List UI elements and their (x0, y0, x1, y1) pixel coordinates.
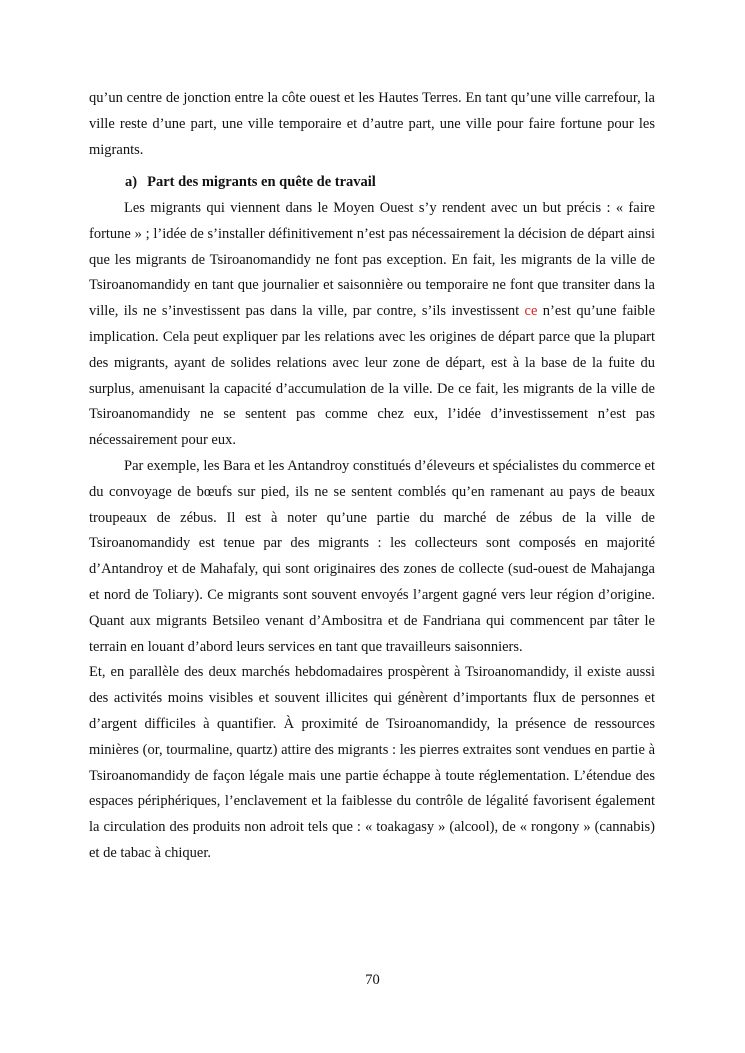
paragraph-illicit-activities: Et, en parallèle des deux marchés hebdomadaires prospèrent à Tsiroanomandidy, il existe aussi des activités moins visibles et souvent illicites qui génèrent d’importants flux de personnes et d’argent difficiles à quantifier. À proximité de Tsiroanomandidy, la présence de ressources minières (or, tourmaline, quartz) attire des migrants : les pierres extraites sont vendues en partie à Tsiroanomandidy de façon légale mais une partie échappe à toute réglementation. L’étendue des espaces périphériques, l’enclavement et la faiblesse du contrôle de légalité favorisent également la circulation des produits non adroit tels que : « toakagasy » (alcool), de « rongony » (cannabis) et de tabac à chiquer. (89, 664, 655, 861)
paragraph-migrants-fortune (89, 196, 655, 454)
section-heading-marker: a) (125, 174, 138, 190)
paragraph-bara-antandroy: Par exemple, les Bara et les Antandroy constitués d’éleveurs et spécialistes du commerce et du convoyage de bœufs sur pied, ils ne se sentent comblés qu’en ramenant au pays de beaux troupeaux de zébus. Il est à noter qu’une partie du marché de zébus de la ville de Tsiroanomandidy est tenue par des migrants : les collecteurs sont composés en majorité d’Antandroy et de Mahafaly, qui sont originaires des zones de collecte (sud-ouest de Mahajanga et nord de Toliary). Ce migrants sont souvent envoyés l’argent gagné vers leur région d’origine. Quant aux migrants Betsileo venant d’Ambositra et de Fandriana qui commencent par tâter le terrain en louant d’abord leurs services en tant que travailleurs saisonniers. (89, 457, 655, 655)
page-number: 70 (365, 972, 380, 988)
body-block (89, 196, 655, 867)
paragraph-1-text-before: Les migrants qui viennent dans le Moyen Ouest s’y rendent avec un but précis : « faire fortune » ; l’idée de s’installer définitivement n’est pas nécessairement la décision de départ ainsi que les migrants de Tsiroanomandidy ne font pas exception. En fait, les migrants de la ville de Tsiroanomandidy en tant que journalier et saisonnière ou temporaire ne font que transiter dans la ville, ils ne s’investissent pas dans la ville, par contre, s’ils investissent (89, 200, 655, 320)
section-heading-title: Part des migrants en quête de travail (147, 174, 376, 190)
intro-paragraph: qu’un centre de jonction entre la côte ouest et les Hautes Terres. En tant qu’une ville carrefour, la ville reste d’une part, une ville temporaire et d’autre part, une ville pour faire fortune pour les migrants. (89, 90, 655, 158)
paragraph-1-text-after: n’est qu’une faible implication. Cela peut expliquer par les relations avec les origines de départ parce que la plupart des migrants, ayant de solides relations avec leur zone de départ, est à la base de la fuite du surplus, amenuisant la capacité d’accumulation de la ville. De ce fait, les migrants de la ville de Tsiroanomandidy ne se sentent pas comme chez eux, l’idée d’investissement n’est pas nécessairement pour eux. (89, 303, 656, 449)
intro-block (89, 86, 655, 163)
section-heading (125, 170, 376, 196)
highlighted-word: ce (524, 303, 538, 320)
